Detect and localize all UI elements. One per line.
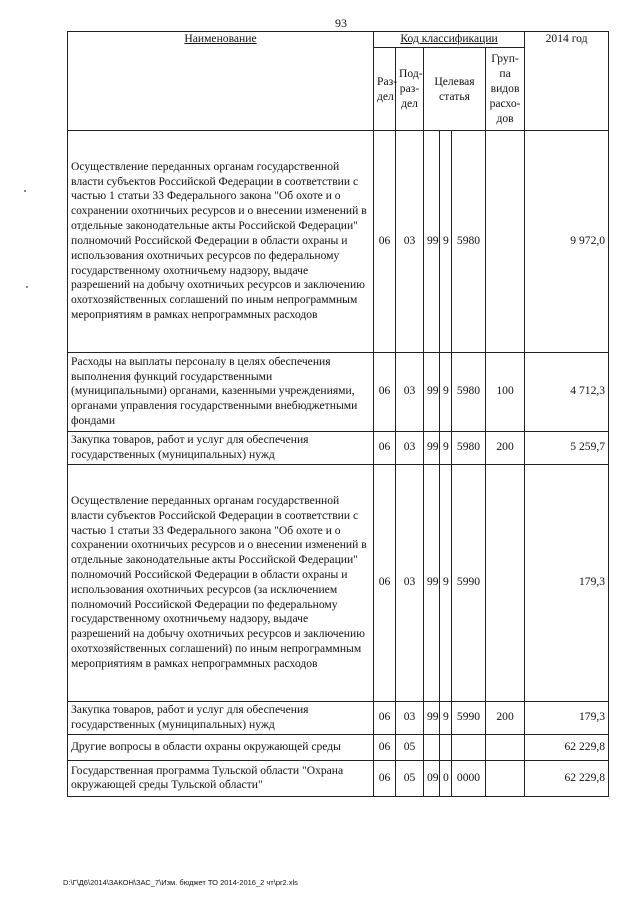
row-section: 06 [374,760,396,796]
row-name: Осуществление переданных органам государственной власти субъектов Российской Федерации в соответствии с частью 1 статьи 33 Федерального закона "Об охоте и о сохранении охотничьих ресурсов и о внесении изменений в отдельные законодательные акты Российской Федерации" полномочий Российской Федерации в области охраны и использования охотничьих ресурсов (за исключением полномочий Российской Федерации по федеральному государственному охотничьему надзору, выдаче разрешений на добычу охотничьих ресурсов и заключению охотхозяйственных соглашений) по иным непрограммным мероприятиям в рамках непрограммных расходов [68,464,374,701]
row-amount: 179,3 [525,701,609,734]
row-name: Другие вопросы в области охраны окружающей среды [68,734,374,760]
row-target-item: 5980 [452,431,486,464]
row-target-item: 5980 [452,130,486,352]
table-row [68,352,609,431]
row-amount: 62 229,8 [525,760,609,796]
row-target-program: 99 [424,352,440,431]
margin-mark [26,286,28,288]
row-expense-group: 100 [486,352,525,431]
row-expense-group [486,464,525,701]
header-year: 2014 год [525,32,609,131]
row-target-program [424,734,440,760]
table-row [68,701,609,734]
row-amount: 5 259,7 [525,431,609,464]
header-subsection: Под- раз- дел [396,47,424,130]
row-subsection: 03 [396,464,424,701]
budget-table [67,31,609,797]
row-target-subprogram: 9 [440,352,452,431]
row-section: 06 [374,464,396,701]
header-code-group: Код классификации [374,32,525,48]
row-target-subprogram: 0 [440,760,452,796]
row-name: Государственная программа Тульской области "Охрана окружающей среды Тульской области" [68,760,374,796]
row-section: 06 [374,431,396,464]
table-body [68,130,609,796]
table-row [68,734,609,760]
table-row [68,431,609,464]
row-target-program: 99 [424,701,440,734]
footer-file-path: D:\Г\Д6\2014\ЗАКОН\ЗАС_7\Изм. бюджет ТО 2014-2016_2 чт\pr2.xls [63,878,298,887]
table-row [68,464,609,701]
row-section: 06 [374,352,396,431]
row-amount: 62 229,8 [525,734,609,760]
row-target-program: 99 [424,130,440,352]
row-expense-group: 200 [486,431,525,464]
row-target-item: 0000 [452,760,486,796]
row-target-subprogram: 9 [440,130,452,352]
row-section: 06 [374,734,396,760]
row-expense-group: 200 [486,701,525,734]
row-amount: 9 972,0 [525,130,609,352]
row-target-program: 99 [424,431,440,464]
header-name: Наименование [68,32,374,131]
row-expense-group [486,130,525,352]
row-subsection: 03 [396,431,424,464]
header-row-top [68,32,609,48]
row-subsection: 03 [396,352,424,431]
row-subsection: 05 [396,760,424,796]
row-name: Закупка товаров, работ и услуг для обеспечения государственных (муниципальных) нужд [68,431,374,464]
row-target-program: 09 [424,760,440,796]
row-name: Осуществление переданных органам государственной власти субъектов Российской Федерации в соответствии с частью 1 статьи 33 Федерального закона "Об охоте и о сохранении охотничьих ресурсов и о внесении изменений в отдельные законодательные акты Российской Федерации" полномочий Российской Федерации в области охраны и использования охотничьих ресурсов по федеральному государственному охотничьему надзору, выдаче разрешений на добычу охотничьих ресурсов и заключению охотхозяйственных соглашений по иным непрограммным мероприятиям в рамках непрограммных расходов [68,130,374,352]
row-target-program: 99 [424,464,440,701]
header-target: Целевая статья [424,47,486,130]
row-name: Закупка товаров, работ и услуг для обеспечения государственных (муниципальных) нужд [68,701,374,734]
row-target-subprogram [440,734,452,760]
row-expense-group [486,734,525,760]
row-amount: 179,3 [525,464,609,701]
row-target-item: 5990 [452,701,486,734]
row-target-subprogram: 9 [440,701,452,734]
row-name: Расходы на выплаты персоналу в целях обеспечения выполнения функций государственными (муниципальными) органами, казенными учреждениями, органами управления государственными внебюджетными фондами [68,352,374,431]
row-section: 06 [374,701,396,734]
page-number: 93 [335,16,347,30]
row-subsection: 03 [396,701,424,734]
row-section: 06 [374,130,396,352]
row-target-subprogram: 9 [440,431,452,464]
row-target-item: 5990 [452,464,486,701]
table-row [68,130,609,352]
row-target-item: 5980 [452,352,486,431]
margin-mark [24,190,26,192]
row-target-subprogram: 9 [440,464,452,701]
row-target-item [452,734,486,760]
row-amount: 4 712,3 [525,352,609,431]
row-subsection: 03 [396,130,424,352]
header-section: Раз- дел [374,47,396,130]
row-subsection: 05 [396,734,424,760]
table-row [68,760,609,796]
row-expense-group [486,760,525,796]
header-expense-type: Груп- па видов расхо- дов [486,47,525,130]
